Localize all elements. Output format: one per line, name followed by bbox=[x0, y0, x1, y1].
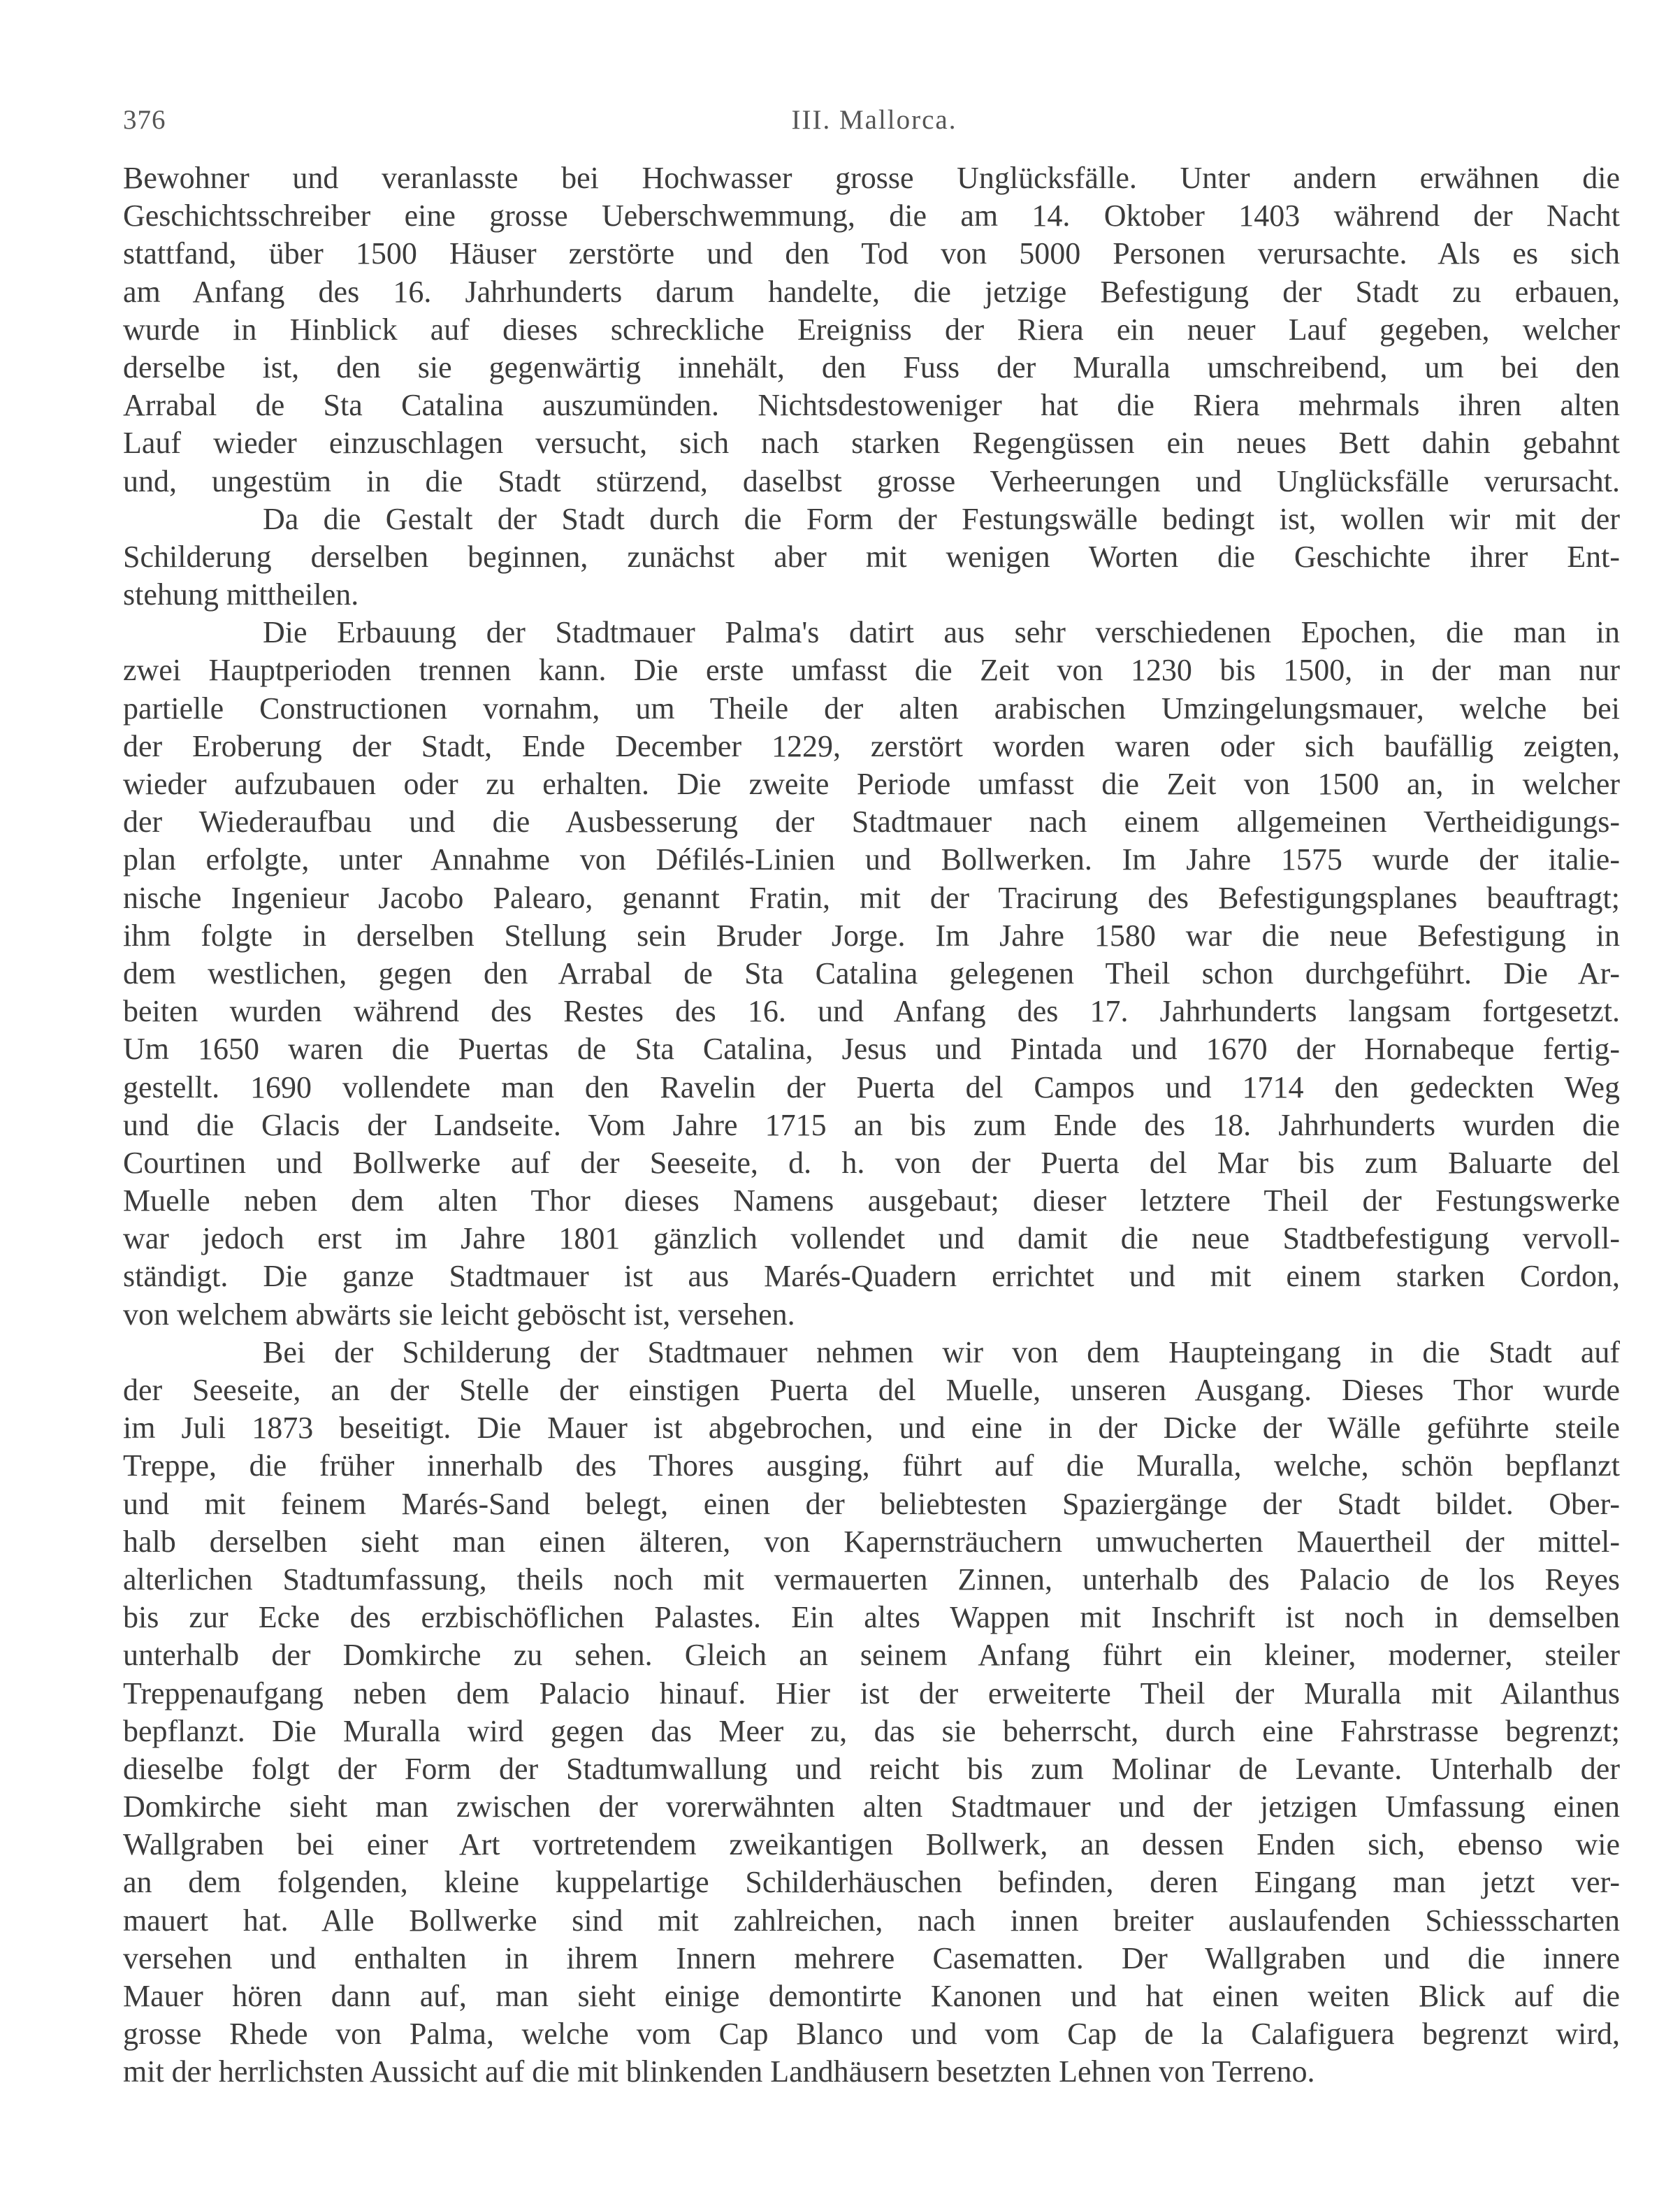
text-line: bepflanzt. Die Muralla wird gegen das Meer zu, das sie beherrscht, durch eine Fahrstrasse begrenzt; bbox=[123, 1713, 1620, 1748]
paragraph-start-line: Da die Gestalt der Stadt durch die Form der Festungswälle bedingt ist, wollen wir mit der bbox=[263, 501, 1620, 536]
text-line: mauert hat. Alle Bollwerke sind mit zahlreichen, nach innen breiter auslaufenden Schiessscharten bbox=[123, 1903, 1620, 1938]
page-header bbox=[123, 99, 1625, 141]
text-line: und die Glacis der Landseite. Vom Jahre 1715 an bis zum Ende des 18. Jahrhunderts wurden die bbox=[123, 1107, 1620, 1142]
text-line: Mauer hören dann auf, man sieht einige demontirte Kanonen und hat einen weiten Blick auf die bbox=[123, 1979, 1620, 2013]
text-line: gestellt. 1690 vollendete man den Ravelin der Puerta del Campos und 1714 den gedeckten Weg bbox=[123, 1069, 1620, 1104]
text-line: Um 1650 waren die Puertas de Sta Catalina, Jesus und Pintada und 1670 der Hornabeque fertig- bbox=[123, 1032, 1620, 1067]
text-line: Wallgraben bei einer Art vortretendem zweikantigen Bollwerk, an dessen Enden sich, ebenso wie bbox=[123, 1827, 1620, 1862]
text-line: der Eroberung der Stadt, Ende December 1229, zerstört worden waren oder sich baufällig zeigten, bbox=[123, 728, 1620, 763]
paragraph-end-line: mit der herrlichsten Aussicht auf die mit blinkenden Landhäusern besetzten Lehnen von Terreno. bbox=[123, 2054, 1315, 2089]
text-line: derselbe ist, den sie gegenwärtig innehält, den Fuss der Muralla umschreibend, um bei den bbox=[123, 350, 1620, 384]
text-line: Treppenaufgang neben dem Palacio hinauf. Hier ist der erweiterte Theil der Muralla mit Ailanthus bbox=[123, 1676, 1620, 1710]
running-title: III. Mallorca. bbox=[791, 105, 957, 135]
text-line: ständigt. Die ganze Stadtmauer ist aus Marés-Quadern errichtet und mit einem starken Cordon, bbox=[123, 1259, 1620, 1294]
text-line: ihm folgte in derselben Stellung sein Bruder Jorge. Im Jahre 1580 war die neue Befestigung in bbox=[123, 918, 1620, 953]
text-line: alterlichen Stadtumfassung, theils noch mit vermauerten Zinnen, unterhalb des Palacio de los Reyes bbox=[123, 1562, 1620, 1597]
text-line: der Wiederaufbau und die Ausbesserung der Stadtmauer nach einem allgemeinen Vertheidigungs- bbox=[123, 805, 1620, 840]
text-line: der Seeseite, an der Stelle der einstigen Puerta del Muelle, unseren Ausgang. Dieses Thor wurde bbox=[123, 1373, 1620, 1407]
text-line: halb derselben sieht man einen älteren, von Kapernsträuchern umwucherten Mauertheil der mittel- bbox=[123, 1524, 1620, 1559]
text-line: Bewohner und veranlasste bei Hochwasser grosse Unglücksfälle. Unter andern erwähnen die bbox=[123, 161, 1620, 195]
paragraph-start-line: Die Erbauung der Stadtmauer Palma's datirt aus sehr verschiedenen Epochen, die man in bbox=[263, 615, 1620, 650]
text-line: Arrabal de Sta Catalina auszumünden. Nichtsdestoweniger hat die Riera mehrmals ihren alten bbox=[123, 388, 1620, 423]
text-line: partielle Constructionen vornahm, um Theile der alten arabischen Umzingelungsmauer, welche bei bbox=[123, 691, 1620, 726]
page-number: 376 bbox=[123, 105, 166, 135]
body-text bbox=[123, 159, 1620, 2091]
text-line: und mit feinem Marés-Sand belegt, einen der beliebtesten Spaziergänge der Stadt bildet. Ober- bbox=[123, 1486, 1620, 1521]
text-line: Muelle neben dem alten Thor dieses Namens ausgebaut; dieser letztere Theil der Festungswerke bbox=[123, 1183, 1620, 1218]
text-line: beiten wurden während des Restes des 16. und Anfang des 17. Jahrhunderts langsam fortgesetzt. bbox=[123, 994, 1620, 1029]
text-line: plan erfolgte, unter Annahme von Défilés-Linien und Bollwerken. Im Jahre 1575 wurde der italie- bbox=[123, 842, 1620, 877]
text-line: Schilderung derselben beginnen, zunächst aber mit wenigen Worten die Geschichte ihrer Ent- bbox=[123, 539, 1620, 574]
text-line: zwei Hauptperioden trennen kann. Die erste umfasst die Zeit von 1230 bis 1500, in der man nur bbox=[123, 653, 1620, 688]
text-line: grosse Rhede von Palma, welche vom Cap Blanco und vom Cap de la Calafiguera begrenzt wird, bbox=[123, 2017, 1620, 2052]
paragraph-end-line: von welchem abwärts sie leicht geböscht ist, versehen. bbox=[123, 1297, 795, 1332]
text-line: Treppe, die früher innerhalb des Thores ausging, führt auf die Muralla, welche, schön bepflanzt bbox=[123, 1448, 1620, 1483]
text-line: wurde in Hinblick auf dieses schreckliche Ereigniss der Riera ein neuer Lauf gegeben, welcher bbox=[123, 312, 1620, 347]
text-line: Domkirche sieht man zwischen der vorerwähnten alten Stadtmauer und der jetzigen Umfassung einen bbox=[123, 1789, 1620, 1824]
text-line: dieselbe folgt der Form der Stadtumwallung und reicht bis zum Molinar de Levante. Unterhalb der bbox=[123, 1751, 1620, 1786]
text-line: versehen und enthalten in ihrem Innern mehrere Casematten. Der Wallgraben und die innere bbox=[123, 1940, 1620, 1975]
text-line: im Juli 1873 beseitigt. Die Mauer ist abgebrochen, und eine in der Dicke der Wälle geführte steile bbox=[123, 1411, 1620, 1446]
text-line: und, ungestüm in die Stadt stürzend, daselbst grosse Verheerungen und Unglücksfälle verursacht. bbox=[123, 463, 1620, 498]
text-line: war jedoch erst im Jahre 1801 gänzlich vollendet und damit die neue Stadtbefestigung vervoll- bbox=[123, 1221, 1620, 1256]
text-line: Geschichtsschreiber eine grosse Ueberschwemmung, die am 14. Oktober 1403 während der Nacht bbox=[123, 199, 1620, 233]
text-line: dem westlichen, gegen den Arrabal de Sta Catalina gelegenen Theil schon durchgeführt. Die Ar- bbox=[123, 956, 1620, 990]
text-line: unterhalb der Domkirche zu sehen. Gleich an seinem Anfang führt ein kleiner, moderner, steiler bbox=[123, 1638, 1620, 1673]
text-line: nische Ingenieur Jacobo Palearo, genannt Fratin, mit der Tracirung des Befestigungsplanes beauftragt; bbox=[123, 880, 1620, 915]
text-line: Lauf wieder einzuschlagen versucht, sich nach starken Regengüssen ein neues Bett dahin gebahnt bbox=[123, 426, 1620, 461]
paragraph-end-line: stehung mittheilen. bbox=[123, 577, 359, 612]
text-line: an dem folgenden, kleine kuppelartige Schilderhäuschen befinden, deren Eingang man jetzt ver- bbox=[123, 1865, 1620, 1900]
text-line: am Anfang des 16. Jahrhunderts darum handelte, die jetzige Befestigung der Stadt zu erbauen, bbox=[123, 274, 1620, 309]
text-line: stattfand, über 1500 Häuser zerstörte und den Tod von 5000 Personen verursachte. Als es sich bbox=[123, 236, 1620, 271]
paragraph-start-line: Bei der Schilderung der Stadtmauer nehmen wir von dem Haupteingang in die Stadt auf bbox=[263, 1334, 1620, 1369]
text-line: wieder aufzubauen oder zu erhalten. Die zweite Periode umfasst die Zeit von 1500 an, in welcher bbox=[123, 767, 1620, 801]
text-line: Courtinen und Bollwerke auf der Seeseite, d. h. von der Puerta del Mar bis zum Baluarte del bbox=[123, 1145, 1620, 1180]
text-line: bis zur Ecke des erzbischöflichen Palastes. Ein altes Wappen mit Inschrift ist noch in demselben bbox=[123, 1600, 1620, 1635]
